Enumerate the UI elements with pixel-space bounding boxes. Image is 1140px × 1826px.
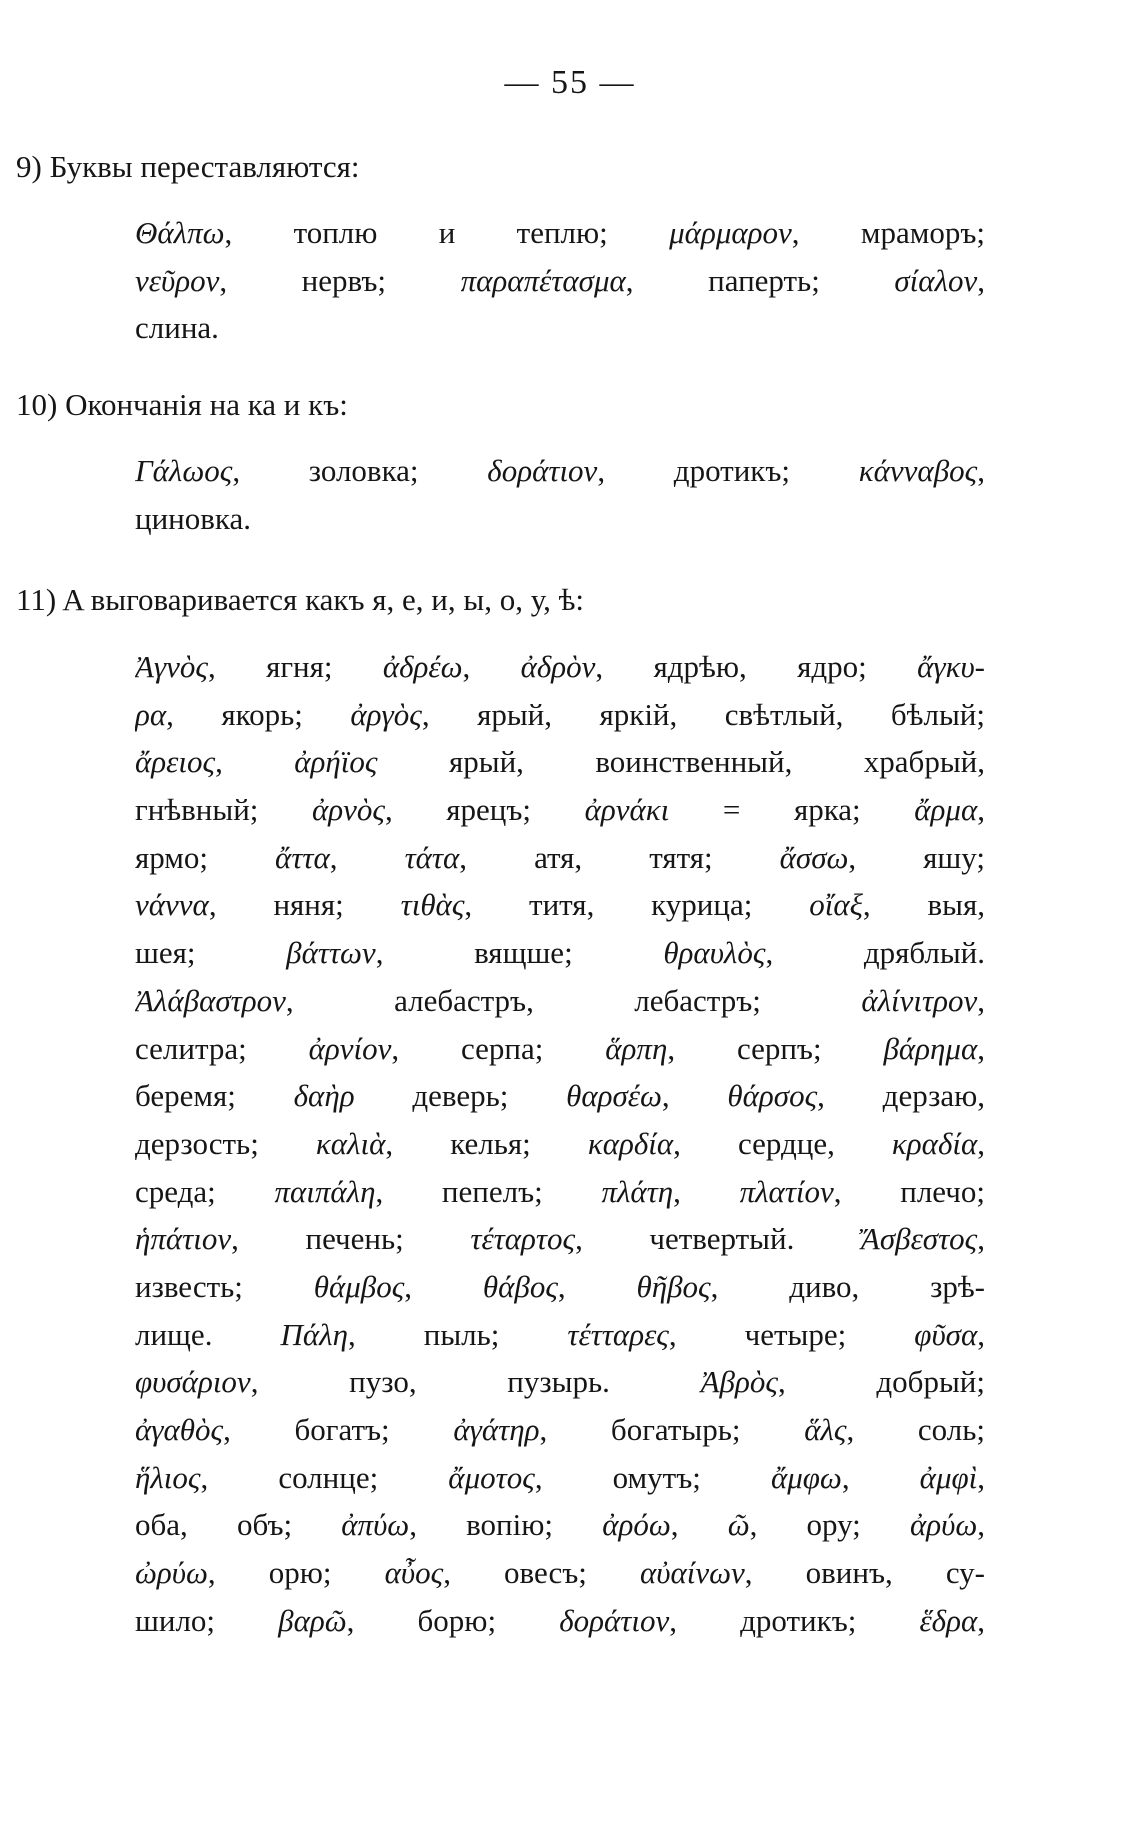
greek-word: καλιὰ [315,1125,386,1161]
greek-word: Πάλη [280,1316,348,1352]
text-line: оба, объ; ἀπύω, вопію; ἀρόω, ῶ, ору; ἀρύω, [135,1507,985,1543]
greek-word: θάβος [482,1268,558,1304]
text-line: ἡπάτιον, печень; τέταρτος, четвертый. Ἄσβεστος, [135,1221,985,1257]
greek-word: καρδία [587,1125,674,1161]
greek-word: παραπέτασμα [460,262,626,298]
greek-word: θραυλὸς [663,935,766,971]
greek-word: ἀδρέω [382,649,463,684]
greek-word: ἥλιος [135,1459,201,1495]
text-line: беремя; δαὴρ деверь; θαρσέω, θάρσος, дерзаю, [135,1078,985,1114]
greek-word: ἄσσω [779,839,849,875]
greek-word: κάνναβος [858,453,978,488]
text-line: гнѣвный; ἀρνὸς, ярецъ; ἀρνάκι = ярка; ἄρμα, [135,792,985,828]
greek-word: Θάλπω [135,215,225,250]
greek-word: αὐαίνων [640,1555,745,1591]
greek-word: δοράτιον [487,453,598,488]
text-line: Ἀγνὸς, ягня; ἀδρέω, ἀδρὸν, ядрѣю, ядро; ἄγκυ- [135,649,985,684]
greek-word: πλατίον [739,1173,834,1209]
greek-word: δοράτιον [559,1602,670,1638]
greek-word: ἀρόω [602,1507,671,1543]
greek-word: ἄμοτος [448,1459,535,1495]
greek-word: ἄρμα [914,792,978,828]
text-line: νάννα, няня; τιθὰς, титя, курица; οἴαξ, выя, [135,887,985,923]
greek-word: τέτταρες [567,1316,669,1352]
text-line: φυσάριον, пузо, пузырь. Ἀβρὸς, добрый; [135,1364,985,1400]
greek-word: ἀμφὶ [919,1459,978,1495]
greek-word: Ἄσβεστος [860,1221,978,1257]
page-number: — 55 — [504,64,636,101]
greek-word: βαρῶ [278,1602,347,1638]
greek-word: αὖος [384,1555,444,1591]
text-line: циновка. [135,500,252,536]
greek-word: φυσάριον [135,1364,251,1400]
greek-word: ἀρνὸς [311,792,385,828]
greek-word: ἀρήϊος [294,744,378,780]
greek-word: Ἀβρὸς [700,1364,778,1400]
greek-word: ἄρειος [135,744,216,780]
text-line: ἀγαθὸς, богатъ; ἀγάτηρ, богатырь; ἅλς, соль; [135,1412,985,1447]
greek-word: θαρσέω [566,1078,662,1114]
greek-word: ἀδρὸν [520,649,596,684]
text-line: среда; παιπάλη, пепелъ; πλάτη, πλατίον, плечо; [135,1173,985,1209]
section-body-9 [135,209,985,352]
section-body-11 [135,643,985,1644]
greek-word: ὠρύω [135,1555,208,1591]
text-line: ὠρύω, орю; αὖος, овесъ; αὐαίνων, овинъ, су- [135,1555,985,1591]
greek-word: ἀρύω [909,1507,978,1543]
text-line: шея; βάττων, вящше; θραυλὸς, дряблый. [135,935,985,971]
greek-word: θάρσος [727,1078,818,1114]
greek-word: ἀγαθὸς [135,1412,224,1447]
section-body-10 [135,447,985,542]
text-line: шило; βαρῶ, борю; δοράτιον, дротикъ; ἕδρα, [135,1602,985,1638]
greek-word: ἄμφω [770,1459,842,1495]
greek-word: ἀρνίον [308,1030,392,1066]
text-line: дерзость; καλιὰ, келья; καρδία, сердце, κραδία, [135,1125,985,1161]
greek-word: οἴαξ [809,887,863,923]
greek-word: κραδία [891,1125,978,1161]
greek-word: ῶ [727,1507,750,1543]
greek-word: ἀγάτηρ [453,1412,540,1447]
greek-word: Ἀγνὸς [135,649,208,684]
greek-word: ἄττα [275,839,330,875]
greek-word: ἀρνάκι [584,792,670,828]
greek-word: ἅλς [804,1412,847,1447]
greek-word: Ἀλάβαστρον [135,982,286,1018]
text-line: Γάλωος, золовка; δοράτιον, дротикъ; κάνναβος, [135,453,985,488]
text-line: Ἀλάβαστρον, алебастръ, лебастръ; ἀλίνιτρον, [135,982,985,1018]
greek-word: μάρμαρον [669,215,792,250]
greek-word: ρα [135,696,167,732]
greek-word: θῆβος [636,1268,711,1304]
greek-word: νάννα [135,887,209,923]
section-heading-11: 11) Α выговаривается какъ я, е, и, ы, о, у, ѣ: [16,582,585,617]
greek-word: νεῦρον [135,262,220,298]
greek-word: πλάτη [601,1173,674,1209]
text-line: лище. Πάλη, пыль; τέτταρες, четыре; φῦσα, [135,1316,985,1352]
greek-word: ἀπύω [341,1507,410,1543]
greek-word: ἄγκυ- [917,649,985,684]
greek-word: τάτα [404,839,460,875]
greek-word: ἀλίνιτρον [861,982,978,1018]
greek-word: βάττων [286,935,376,971]
text-line: известь; θάμβος, θάβος, θῆβος, диво, зрѣ- [135,1268,985,1304]
greek-word: ἅρπη [605,1030,668,1066]
greek-word: τιθὰς [400,887,465,923]
text-line: Θάλπω, топлю и теплю; μάρμαρον, мраморъ; [135,215,985,250]
text-line: ярмо; ἄττα, τάτα, атя, тятя; ἄσσω, яшу; [135,839,985,875]
greek-word: ἕδρα [919,1602,978,1638]
greek-word: θάμβος [313,1268,405,1304]
greek-word: ἀργὸς [350,696,422,732]
greek-word: βάρημα [883,1030,978,1066]
greek-word: τέταρτος [470,1221,576,1257]
text-line: селитра; ἀρνίον, серпа; ἅρπη, серпъ; βάρημα, [135,1030,985,1066]
greek-word: δαὴρ [293,1078,355,1114]
greek-word: Γάλωος [135,453,233,488]
greek-word: παιπάλη [274,1173,376,1209]
greek-word: φῦσα [914,1316,978,1352]
greek-word: ἡπάτιον [135,1221,232,1257]
section-heading-9: 9) Буквы переставляются: [16,149,360,184]
text-line: ἄρειος, ἀρήϊος ярый, воинственный, храбрый, [135,744,985,780]
text-line: νεῦρον, нервъ; παραπέτασμα, паперть; σίαλον, [135,262,985,298]
text-line: ἥλιος, солнце; ἄμοτος, омутъ; ἄμφω, ἀμφὶ, [135,1459,985,1495]
section-heading-10: 10) Окончанія на ка и къ: [16,387,348,422]
text-line: ρα, якорь; ἀργὸς, ярый, яркій, свѣтлый, бѣлый; [135,696,985,732]
text-line: слина. [135,310,219,346]
greek-word: σίαλον [894,262,978,298]
